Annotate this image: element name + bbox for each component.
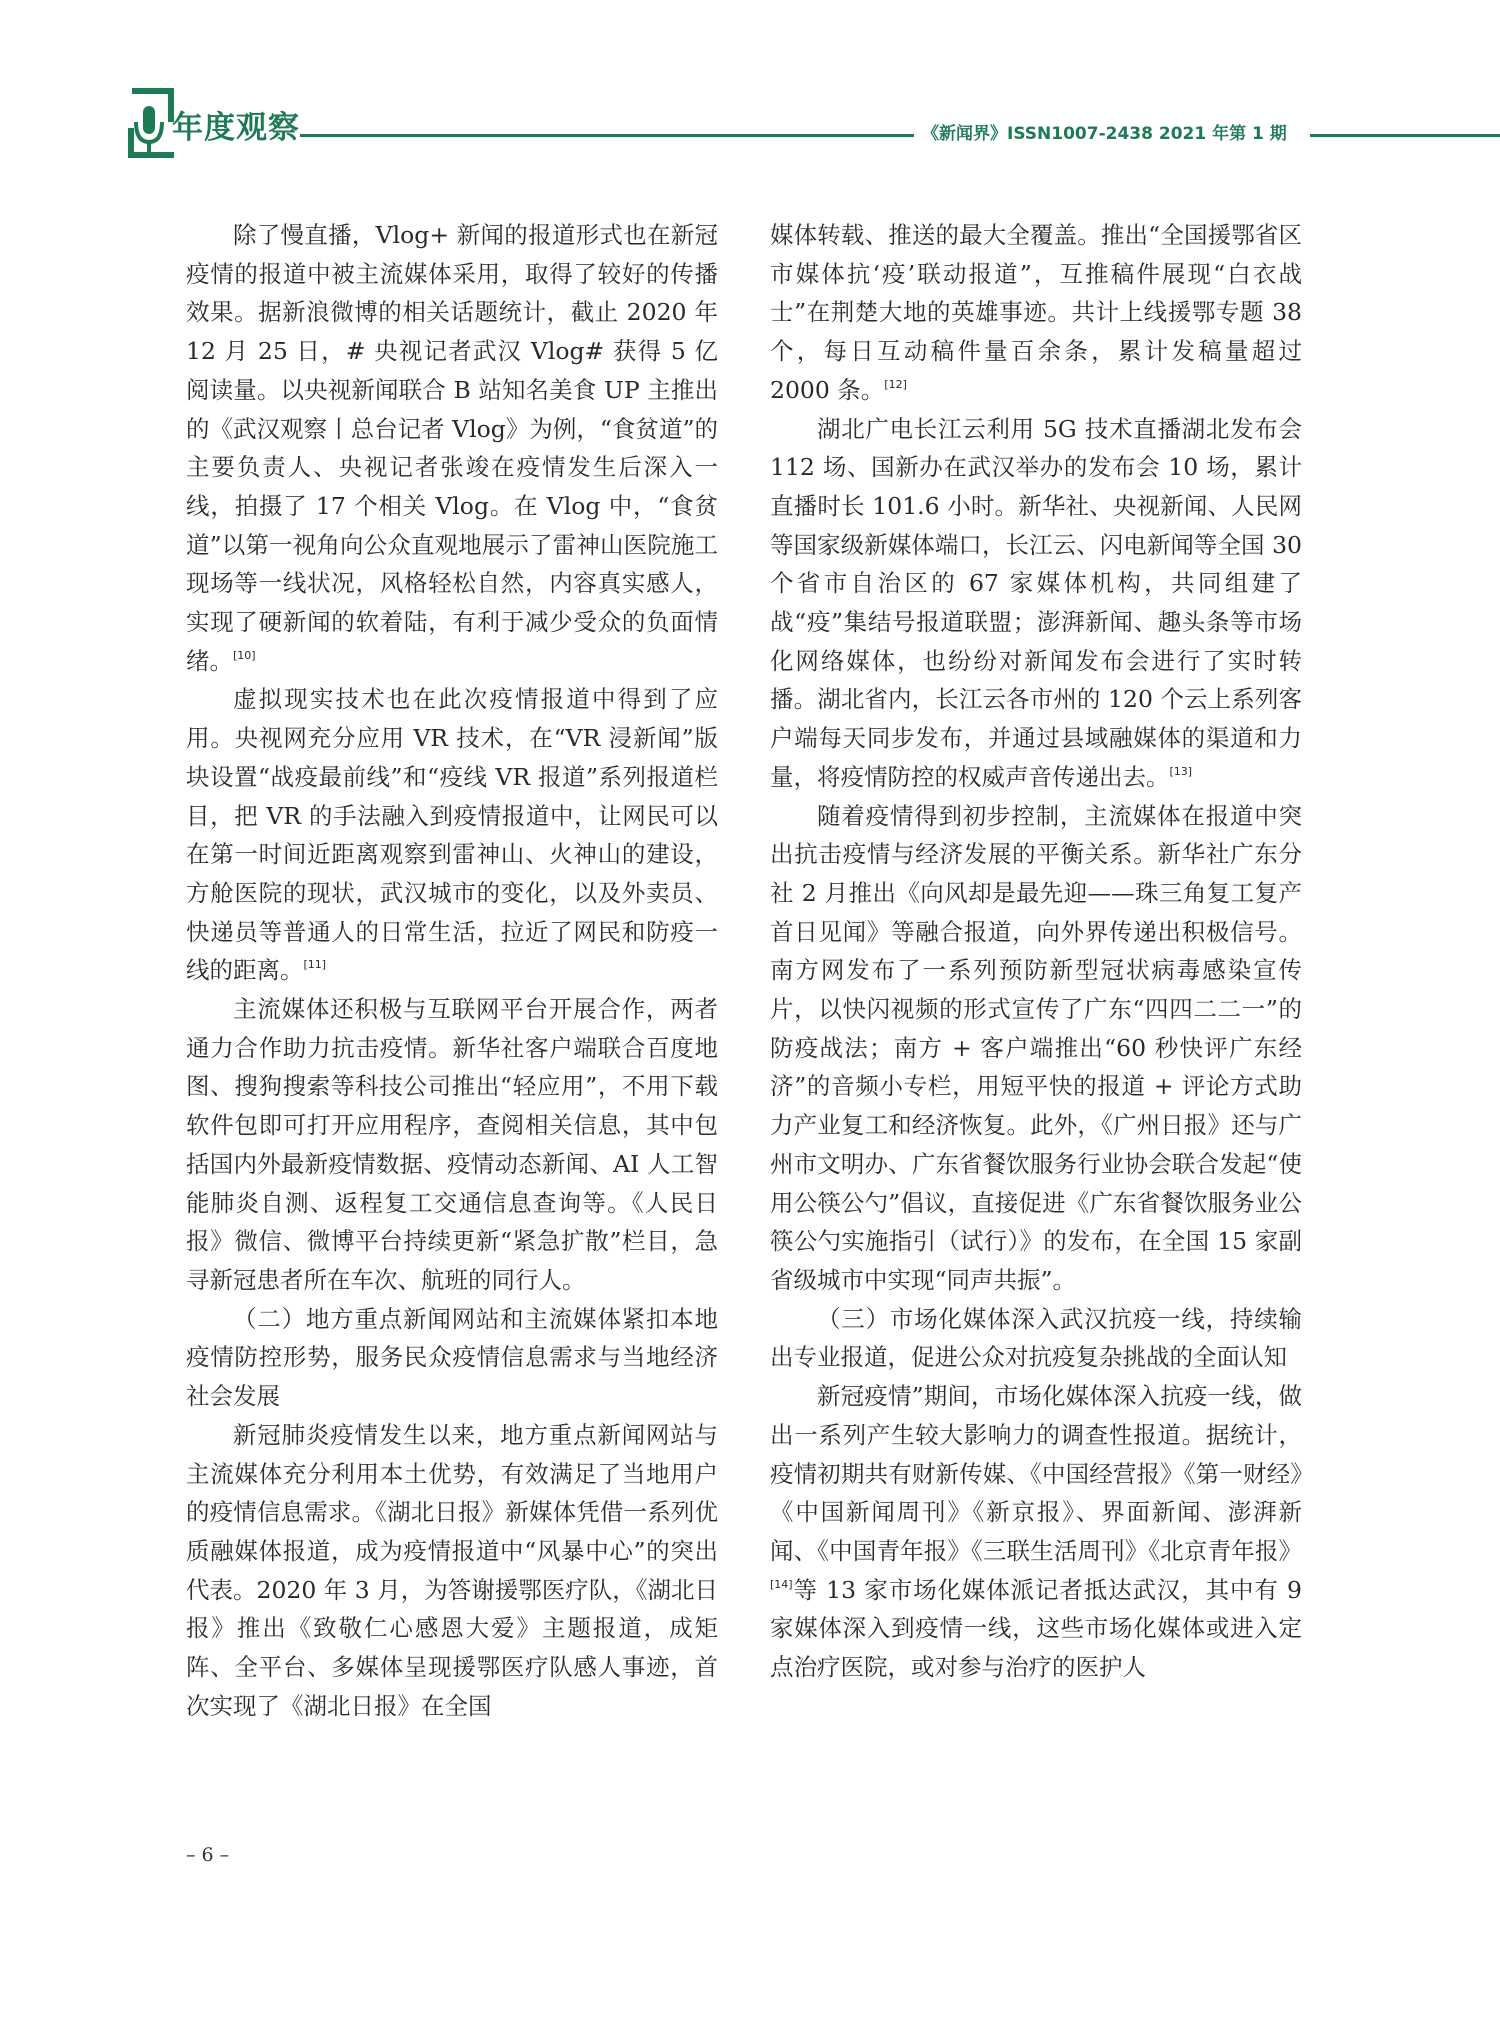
- paragraph-text: 新冠疫情”期间，市场化媒体深入抗疫一线，做出一系列产生较大影响力的调查性报道。据统计，疫情初期共有财新传媒、《中国经营报》《第一财经》《中国新闻周刊》《新京报》、界面新闻、澎湃新闻、《中国青年报》《三联生活周刊》《北京青年报》: [770, 1382, 1302, 1565]
- paragraph-text: 随着疫情得到初步控制，主流媒体在报道中突出抗击疫情与经济发展的平衡关系。新华社广东分社 2 月推出《向风却是最先迎——珠三角复工复产首日见闻》等融合报道，向外界传递出积极信号。南方网发布了一系列预防新型冠状病毒感染宣传片，以快闪视频的形式宣传了广东“四四二二一”的防疫战法；南方 + 客户端推出“60 秒快评广东经济”的音频小专栏，用短平快的报道 + 评论方式助力产业复工和经济恢复。此外，《广州日报》还与广州市文明办、广东省餐饮服务行业协会联合发起“使用公筷公勺”倡议，直接促进《广东省餐饮服务业公筷公勺实施指引（试行）》的发布，在全国 15 家副省级城市中实现“同声共振”。: [770, 801, 1302, 1294]
- reference-mark: [11]: [303, 958, 327, 972]
- heading-text: （三）市场化媒体深入武汉抗疫一线，持续输出专业报道，促进公众对抗疫复杂挑战的全面认知: [770, 1304, 1302, 1372]
- paragraph: [186, 1416, 718, 1726]
- reference-mark: [13]: [1169, 764, 1193, 778]
- microphone-logo-icon: [128, 88, 176, 158]
- paragraph-text: 新冠肺炎疫情发生以来，地方重点新闻网站与主流媒体充分利用本土优势，有效满足了当地用户的疫情信息需求。《湖北日报》新媒体凭借一系列优质融媒体报道，成为疫情报道中“风暴中心”的突出代表。2020 年 3 月，为答谢援鄂医疗队，《湖北日报》推出《致敬仁心感恩大爱》主题报道，成矩阵、全平台、多媒体呈现援鄂医疗队感人事迹，首次实现了《湖北日报》在全国: [186, 1420, 718, 1720]
- reference-mark: [12]: [884, 377, 907, 391]
- heading-text: （二）地方重点新闻网站和主流媒体紧扣本地疫情防控形势，服务民众疫情信息需求与当地经济社会发展: [186, 1304, 718, 1411]
- paragraph: [770, 216, 1302, 410]
- reference-mark: [14]: [770, 1577, 793, 1591]
- section-title: 年度观察: [172, 110, 300, 146]
- paragraph: [770, 797, 1302, 1300]
- header-rule: [1310, 134, 1500, 137]
- subsection-heading: [186, 1300, 718, 1416]
- paragraph: [186, 216, 718, 680]
- paragraph: [186, 680, 718, 990]
- paragraph: [770, 1377, 1302, 1687]
- paragraph-text: 媒体转载、推送的最大全覆盖。推出“全国援鄂省区市媒体抗‘疫’联动报道”，互推稿件展现“白衣战士”在荆楚大地的英雄事迹。共计上线援鄂专题 38 个，每日互动稿件量百余条，累计发稿量超过 2000 条。: [770, 221, 1302, 404]
- left-column: [186, 216, 718, 1725]
- page-header: [0, 0, 1500, 190]
- paragraph-text: 虚拟现实技术也在此次疫情报道中得到了应用。央视网充分应用 VR 技术，在“VR 浸新闻”版块设置“战疫最前线”和“疫线 VR 报道”系列报道栏目，把 VR 的手法融入到疫情报道中，让网民可以在第一时间近距离观察到雷神山、火神山的建设，方舱医院的现状，武汉城市的变化，以及外卖员、快递员等普通人的日常生活，拉近了网民和防疫一线的距离。: [186, 685, 718, 985]
- paragraph-text: 主流媒体还积极与互联网平台开展合作，两者通力合作助力抗击疫情。新华社客户端联合百度地图、搜狗搜索等科技公司推出“轻应用”，不用下载软件包即可打开应用程序，查阅相关信息，其中包括国内外最新疫情数据、疫情动态新闻、AI 人工智能肺炎自测、返程复工交通信息查询等。《人民日报》微信、微博平台持续更新“紧急扩散”栏目，急寻新冠患者所在车次、航班的同行人。: [186, 995, 718, 1294]
- paragraph: [186, 990, 718, 1300]
- subsection-heading: [770, 1300, 1302, 1377]
- paragraph-text: 除了慢直播，Vlog+ 新闻的报道形式也在新冠疫情的报道中被主流媒体采用，取得了较好的传播效果。据新浪微博的相关话题统计，截止 2020 年 12 月 25 日，# 央视记者武汉 Vlog# 获得 5 亿阅读量。以央视新闻联合 B 站知名美食 UP 主推出的《武汉观察丨总台记者 Vlog》为例，“食贫道”的主要负责人、央视记者张竣在疫情发生后深入一线，拍摄了 17 个相关 Vlog。在 Vlog 中，“食贫道”以第一视角向公众直观地展示了雷神山医院施工现场等一线状况，风格轻松自然，内容真实感人，实现了硬新闻的软着陆，有利于减少受众的负面情绪。: [186, 221, 718, 675]
- paragraph: [770, 410, 1302, 797]
- paragraph-text: 湖北广电长江云利用 5G 技术直播湖北发布会 112 场、国新办在武汉举办的发布会 10 场，累计直播时长 101.6 小时。新华社、央视新闻、人民网等国家级新媒体端口，长江云、闪电新闻等全国 30 个省市自治区的 67 家媒体机构，共同组建了战“疫”集结号报道联盟；澎湃新闻、趣头条等市场化网络媒体，也纷纷对新闻发布会进行了实时转播。湖北省内，长江云各市州的 120 个云上系列客户端每天同步发布，并通过县域融媒体的渠道和力量，将疫情防控的权威声音传递出去。: [770, 414, 1302, 791]
- paragraph-text: 等 13 家市场化媒体派记者抵达武汉，其中有 9 家媒体深入到疫情一线，这些市场化媒体或进入定点治疗医院，或对参与治疗的医护人: [770, 1575, 1302, 1682]
- reference-mark: [10]: [233, 648, 256, 662]
- header-rule: [300, 134, 914, 137]
- right-column: [770, 216, 1302, 1687]
- journal-info: 《新闻界》ISSN1007-2438 2021 年第 1 期: [922, 124, 1287, 144]
- page-number: – 6 –: [186, 1844, 230, 1866]
